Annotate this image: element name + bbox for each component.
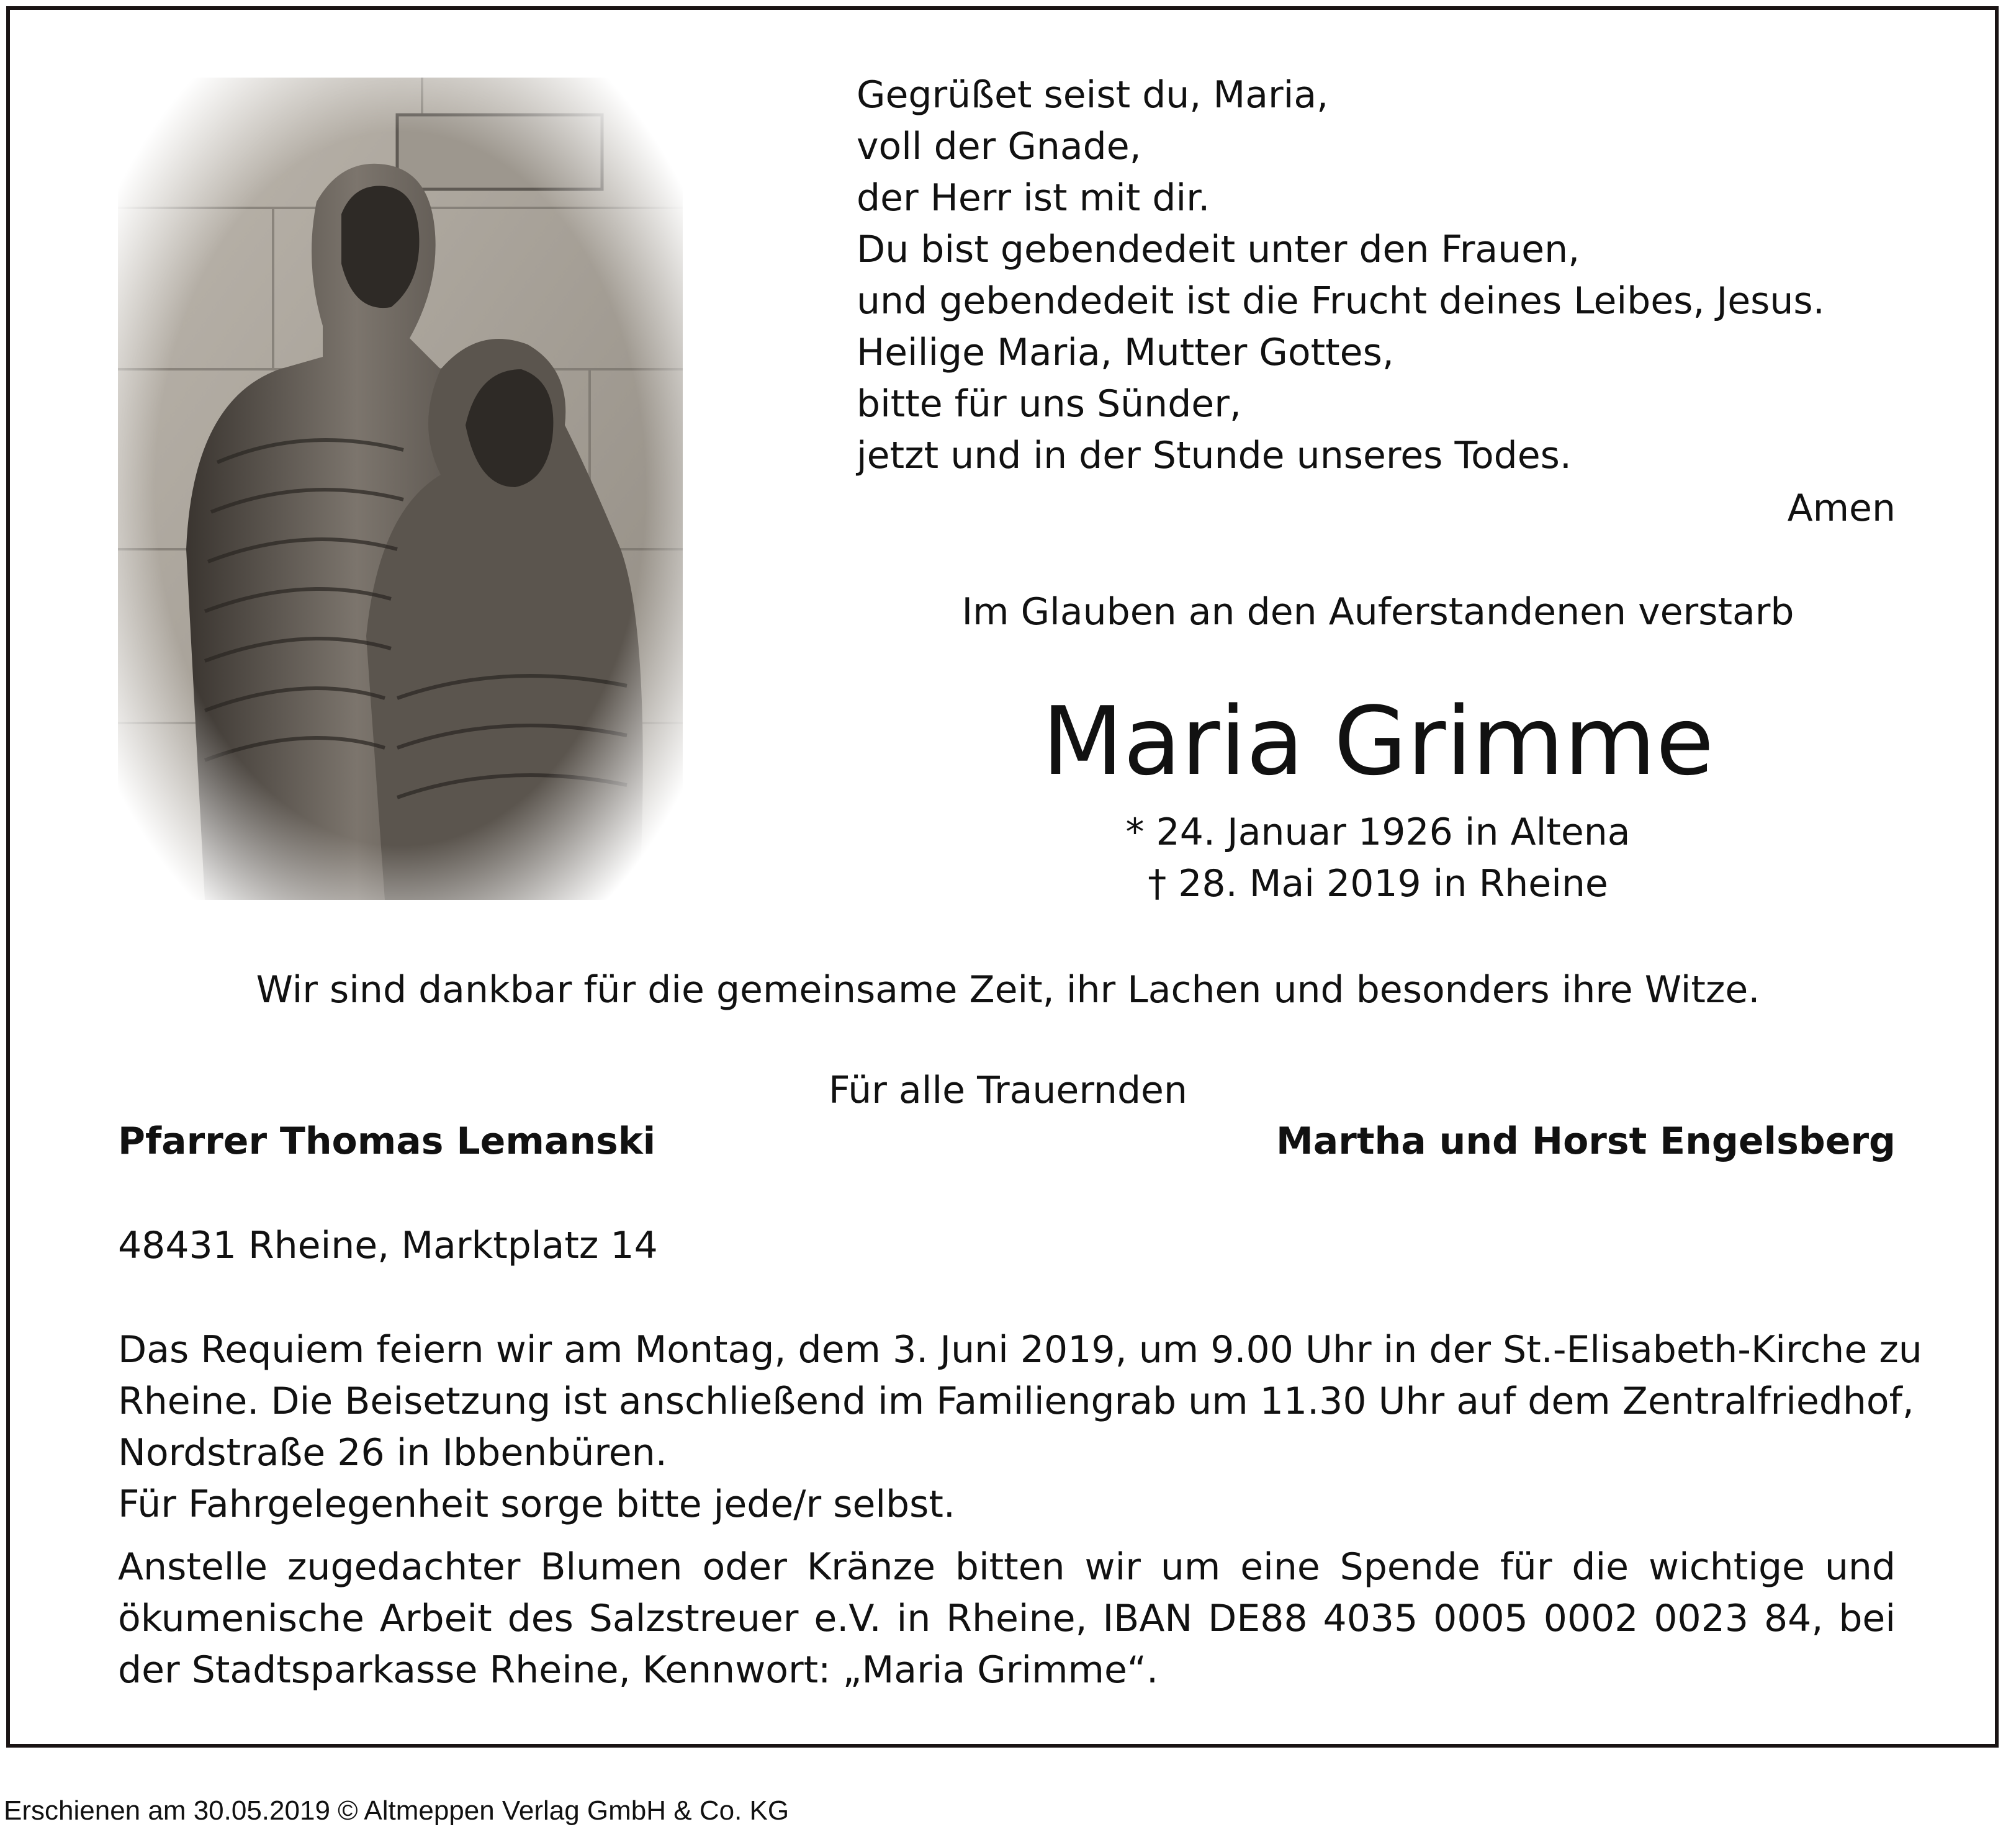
prayer-line: und gebendedeit ist die Frucht deines Leibes, Jesus. [857,279,1825,323]
signature-family: Martha und Horst Engelsberg [1276,1120,1896,1163]
prayer-line: Gegrüßet seist du, Maria, [857,73,1329,117]
donation-text: Anstelle zugedachter Blumen oder Kränze bitten wir um eine Spende für die wichtige und ökumenische Arbeit des Salzstreuer e.V. in Rheine, IBAN DE88 4035 0005 0002 0023 84, bei der Stadtsparkasse Rheine, Kennwort: „Maria Grimme“. [118,1545,1896,1692]
deceased-name: Maria Grimme [1042,686,1714,796]
requiem-text [118,1324,1922,1530]
prayer-line: Heilige Maria, Mutter Gottes, [857,331,1394,374]
prayer-line: jetzt und in der Stunde unseres Todes. [857,434,1572,477]
death-intro: Im Glauben an den Auferstandenen verstarb [961,590,1794,634]
requiem-line: Nordstraße 26 in Ibbenbüren. [118,1431,667,1475]
death-date: † 28. Mai 2019 in Rheine [1148,862,1608,905]
signature-pastor: Pfarrer Thomas Lemanski [118,1120,656,1163]
requiem-line: Rheine. Die Beisetzung ist anschließend im Familiengrab um 11.30 Uhr auf dem Zentralfriedhof, [118,1380,1914,1423]
requiem-line: Für Fahrgelegenheit sorge bitte jede/r selbst. [118,1483,956,1526]
requiem-line: Das Requiem feiern wir am Montag, dem 3. Juni 2019, um 9.00 Uhr in der St.-Elisabeth-Kirche zu [118,1328,1922,1372]
prayer-line: Du bist gebendedeit unter den Frauen, [857,228,1580,271]
mourners-heading: Für alle Trauernden [829,1069,1187,1112]
prayer-line: der Herr ist mit dir. [857,176,1210,220]
prayer-amen: Amen [1787,487,1896,530]
birth-date: * 24. Januar 1926 in Altena [1125,810,1631,854]
address: 48431 Rheine, Marktplatz 14 [118,1224,658,1267]
prayer-line: bitte für uns Sünder, [857,382,1241,426]
sculpture-photo [118,78,683,900]
prayer-text [857,70,1899,482]
thanks-line: Wir sind dankbar für die gemeinsame Zeit, ihr Lachen und besonders ihre Witze. [256,968,1760,1012]
life-dates [857,807,1899,910]
prayer-line: voll der Gnade, [857,125,1141,168]
publication-footer: Erschienen am 30.05.2019 © Altmeppen Verlag GmbH & Co. KG [4,1795,790,1826]
